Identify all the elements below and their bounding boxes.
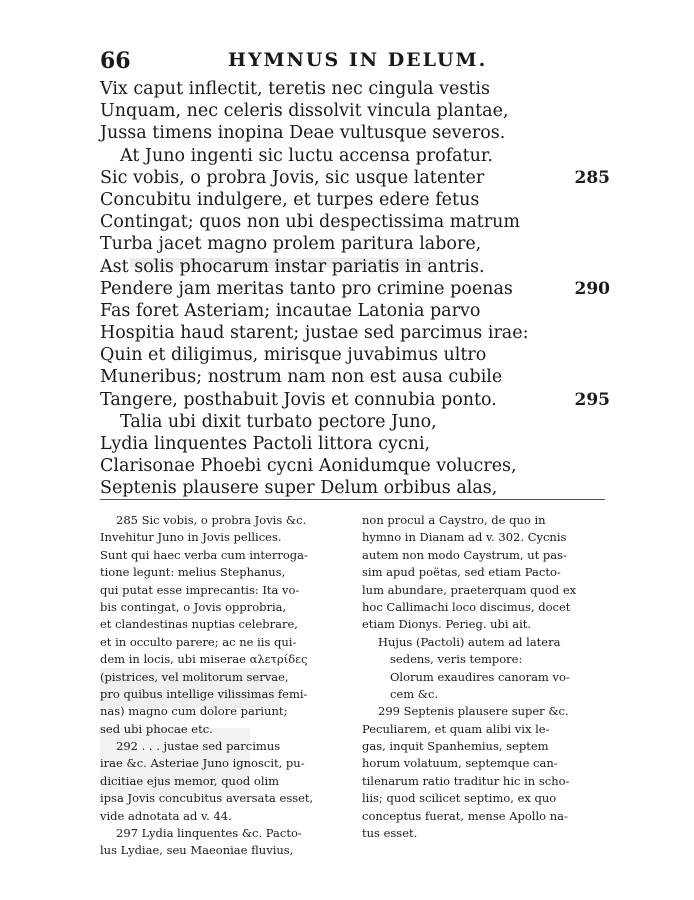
footnote-line: non procul a Caystro, de quo in	[362, 513, 546, 527]
footnote-line: cem &c.	[390, 686, 439, 701]
footnote-line: vide adnotata ad v. 44.	[100, 808, 232, 823]
verse-line	[100, 455, 610, 477]
footnote-line: etiam Dionys. Perieg. ubi ait.	[362, 617, 532, 632]
footnote-line: autem non modo Caystrum, ut pas-	[362, 547, 567, 562]
footnote-line: sim apud poëtas, sed etiam Pacto-	[362, 565, 561, 580]
verse-text: Muneribus; nostrum nam non est ausa cubile	[100, 367, 503, 388]
footnote-line: Invehitur Juno in Jovis pellices.	[100, 530, 282, 545]
footnote-line: dicitiae ejus memor, quod olim	[100, 773, 280, 788]
footnote-line: nas) magno cum dolore pariunt;	[100, 704, 288, 719]
footnote-line: 292 . . . justae sed parcimus	[116, 739, 281, 754]
page-number: 66	[100, 48, 131, 74]
verse-text: Unquam, nec celeris dissolvit vincula plantae,	[100, 101, 509, 122]
verse-text: Fas foret Asteriam; incautae Latonia parvo	[100, 300, 481, 321]
verse-text: Vix caput inflectit, teretis nec cingula vestis	[100, 79, 490, 99]
verse-text: Concubitu indulgere, et turpes edere fetus	[100, 189, 480, 210]
footnote-divider	[100, 499, 605, 500]
page-header	[100, 48, 564, 78]
verse-text: Jussa timens inopina Deae vultusque severos.	[100, 123, 506, 144]
verse-line	[100, 256, 610, 278]
footnote-line: Peculiarem, et quam alibi vix le-	[362, 721, 550, 736]
verse-line	[100, 100, 610, 122]
footnote-line: bis contingat, o Jovis opprobria,	[100, 599, 287, 614]
footnote-line: tilenarum ratio traditur hic in scho-	[362, 773, 570, 788]
verse-text: Ast solis phocarum instar pariatis in antris.	[100, 256, 485, 277]
footnote-line: tione legunt: melius Stephanus,	[100, 565, 286, 580]
verse-line	[100, 278, 610, 300]
poem-text	[100, 78, 610, 500]
footnotes-left-column	[100, 512, 343, 860]
verse-line	[100, 322, 610, 344]
footnote-line: horum volatuum, septemque can-	[362, 756, 558, 771]
footnote-line: dem in locis, ubi miserae αλετρίδες	[100, 652, 308, 667]
line-number: 290	[574, 278, 610, 299]
footnote-line: lum abundare, praeterquam quod ex	[362, 582, 577, 597]
footnote-line: gas, inquit Spanhemius, septem	[362, 739, 549, 754]
footnote-line: Hujus (Pactoli) autem ad latera	[378, 634, 561, 649]
footnote-line: 299 Septenis plausere super &c.	[378, 704, 569, 719]
footnote-line: 297 Lydia linquentes &c. Pacto-	[116, 826, 302, 841]
footnote-line: hoc Callimachi loco discimus, docet	[362, 599, 571, 614]
verse-line	[100, 189, 610, 211]
verse-line	[100, 344, 610, 366]
verse-line	[100, 477, 610, 499]
verse-text: Lydia linquentes Pactoli littora cycni,	[100, 434, 431, 454]
verse-text: Sic vobis, o probra Jovis, sic usque latenter	[100, 167, 485, 188]
footnote-line: qui putat esse imprecantis: Ita vo-	[100, 582, 300, 597]
verse-line	[100, 122, 610, 144]
footnote-line: 285 Sic vobis, o probra Jovis &c.	[116, 513, 307, 527]
verse-line	[100, 145, 610, 167]
line-number: 295	[574, 389, 610, 410]
verse-line	[100, 211, 610, 233]
verse-text: Tangere, posthabuit Jovis et connubia ponto.	[100, 389, 497, 410]
verse-text: Hospitia haud starent; justae sed parcimus irae:	[100, 323, 529, 344]
footnote-line: tus esset.	[362, 826, 418, 841]
line-number: 285	[574, 167, 610, 188]
footnote-line: Olorum exaudires canoram vo-	[390, 669, 570, 684]
verse-line	[100, 78, 610, 100]
verse-text: Contingat; quos non ubi despectissima matrum	[100, 212, 521, 233]
footnote-line: et in occulto parere; ac ne iis qui-	[100, 634, 297, 649]
verse-text: Pendere jam meritas tanto pro crimine poenas	[100, 278, 513, 299]
footnote-line: pro quibus intellige vilissimas femi-	[100, 686, 308, 701]
verse-line	[100, 167, 610, 189]
verse-text: Septenis plausere super Delum orbibus alas,	[100, 478, 498, 499]
verse-text: At Juno ingenti sic luctu accensa profatur.	[120, 145, 493, 166]
footnote-line: irae &c. Asteriae Juno ignoscit, pu-	[100, 756, 305, 771]
footnote-line: liis; quod scilicet septimo, ex quo	[362, 791, 557, 806]
verse-text: Talia ubi dixit turbato pectore Juno,	[120, 411, 437, 432]
verse-line	[100, 233, 610, 255]
footnote-line: sed ubi phocae etc.	[100, 721, 213, 736]
verse-line	[100, 366, 610, 388]
verse-text: Clarisonae Phoebi cycni Aonidumque volucres,	[100, 456, 517, 477]
verse-line	[100, 389, 610, 411]
verse-line	[100, 433, 610, 455]
verse-text: Turba jacet magno prolem paritura labore,	[100, 234, 482, 255]
footnote-line: Sunt qui haec verba cum interroga-	[100, 547, 308, 562]
footnote-line: hymno in Dianam ad v. 302. Cycnis	[362, 530, 567, 545]
footnote-line: (pistrices, vel molitorum servae,	[100, 669, 289, 684]
footnote-line: ipsa Jovis concubitus aversata esset,	[100, 791, 314, 806]
footnotes-right-column	[362, 512, 612, 842]
verse-text: Quin et diligimus, mirisque juvabimus ultro	[100, 345, 487, 366]
verse-line	[100, 300, 610, 322]
verse-line	[100, 411, 610, 433]
footnote-line: lus Lydiae, seu Maeoniae fluvius,	[100, 843, 294, 858]
footnote-line: conceptus fuerat, mense Apollo na-	[362, 808, 568, 823]
footnote-line: sedens, veris tempore:	[390, 652, 523, 667]
running-title: HYMNUS IN DELUM.	[228, 49, 488, 71]
footnote-line: et clandestinas nuptias celebrare,	[100, 617, 298, 632]
